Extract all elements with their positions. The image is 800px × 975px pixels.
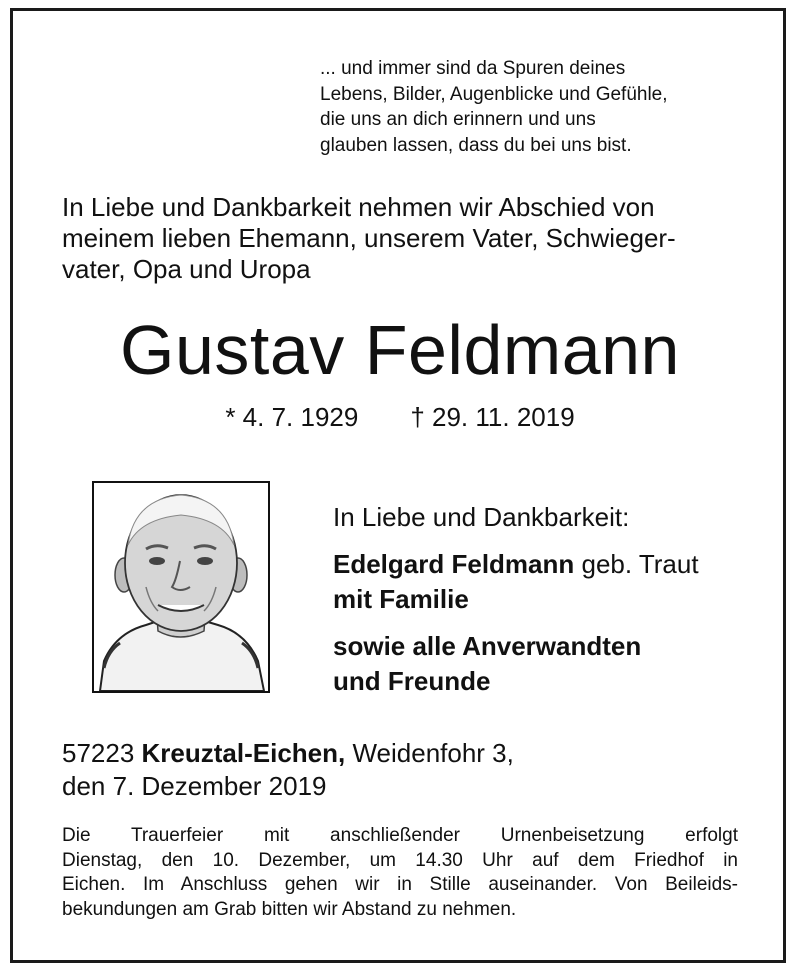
intro-text: [62, 192, 762, 285]
birth-date: * 4. 7. 1929: [225, 402, 359, 432]
notice-line: bekundungen am Grab bitten wir Abstand zu nehmen.: [62, 898, 517, 920]
family-block: [333, 500, 773, 699]
family-line-text: sowie alle Anverwandten: [333, 631, 642, 661]
quote-line: Lebens, Bilder, Augenblicke und Gefühle,: [320, 83, 668, 105]
portrait-photo: [92, 481, 270, 693]
deceased-name: Gustav Feldmann: [120, 311, 680, 389]
postal-code: 57223: [62, 738, 142, 768]
notice-line: Die Trauerfeier mit anschließender Urnenbeisetzung erfolgt: [62, 825, 738, 846]
family-line-text: mit Familie: [333, 584, 469, 614]
spouse-name: Edelgard Feldmann: [333, 549, 575, 579]
family-heading: In Liebe und Dankbarkeit:: [333, 502, 630, 532]
spouse-maiden-name: geb. Traut: [574, 549, 699, 579]
address-line: [62, 737, 762, 770]
life-dates: [0, 402, 800, 432]
intro-line: In Liebe und Dankbarkeit nehmen wir Abschied von: [62, 192, 655, 222]
death-date: † 29. 11. 2019: [410, 402, 575, 432]
quote-line: ... und immer sind da Spuren deines: [320, 58, 626, 79]
funeral-notice: [62, 824, 738, 922]
quote-line: glauben lassen, dass du bei uns bist.: [320, 134, 632, 156]
address-block: [62, 737, 762, 803]
town-name: Kreuztal-Eichen,: [141, 738, 346, 768]
notice-line: Dienstag, den 10. Dezember, um 14.30 Uhr auf dem Friedhof in: [62, 849, 738, 871]
portrait-icon: [94, 483, 268, 691]
intro-line: meinem lieben Ehemann, unserem Vater, Schwieger-: [62, 223, 676, 253]
family-line: [333, 629, 773, 664]
family-spouse: [333, 547, 773, 582]
family-line: [333, 582, 773, 617]
intro-line: vater, Opa und Uropa: [62, 254, 311, 284]
notice-line: Eichen. Im Anschluss gehen wir in Stille auseinander. Von Beileids-: [62, 874, 738, 895]
quote-line: die uns an dich erinnern und uns: [320, 109, 596, 130]
quote-block: [320, 56, 760, 158]
address-date: den 7. Dezember 2019: [62, 771, 327, 801]
family-line-text: und Freunde: [333, 666, 491, 696]
street: Weidenfohr 3,: [345, 738, 514, 768]
family-line: [333, 664, 773, 699]
